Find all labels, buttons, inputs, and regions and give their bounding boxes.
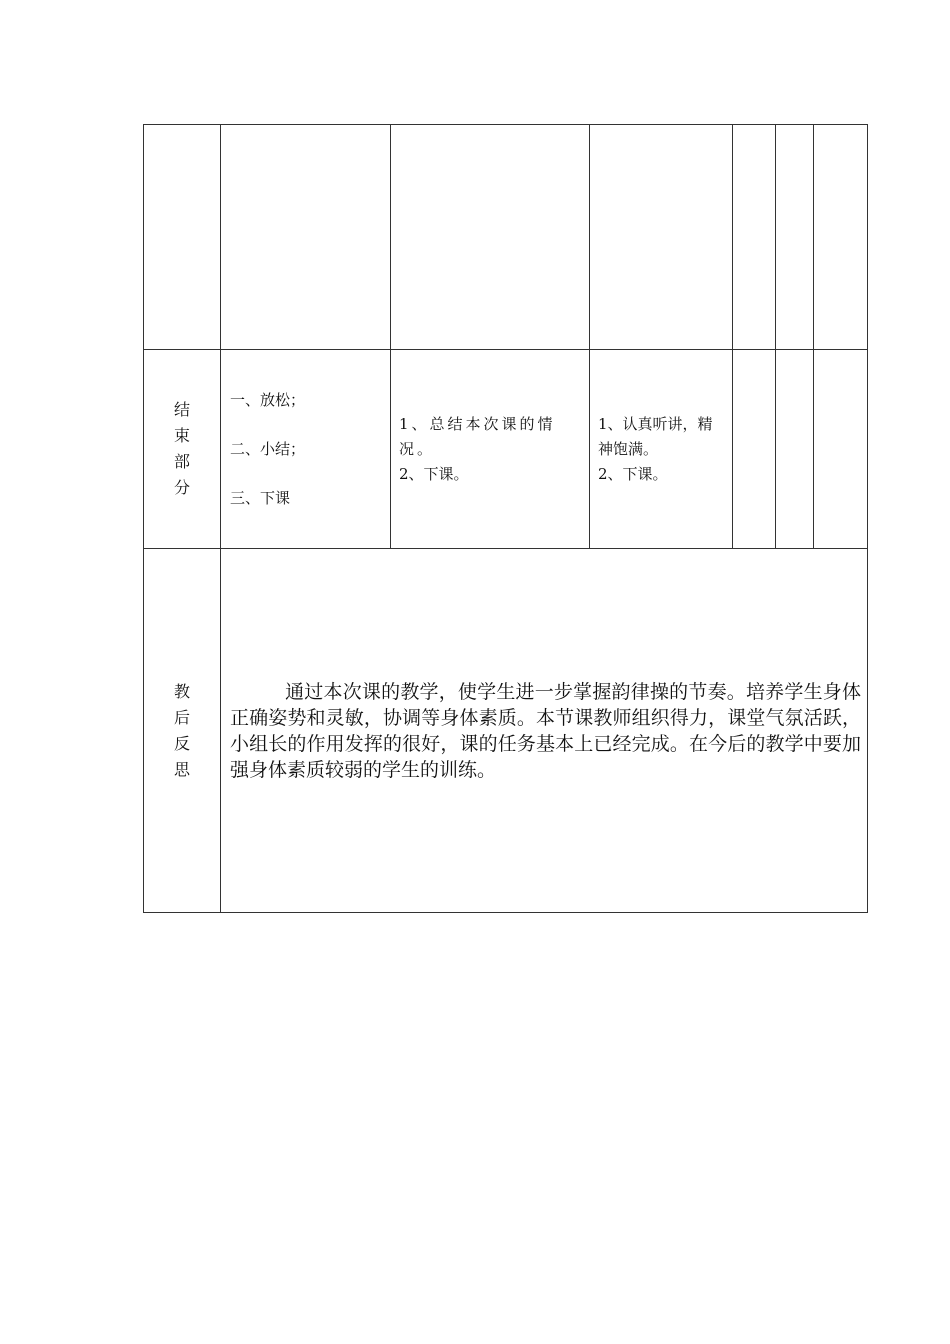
label-char: 反 bbox=[173, 733, 190, 753]
label-char: 分 bbox=[173, 478, 190, 497]
student-activity-item: 1、认真听讲，精神饱满。 bbox=[598, 414, 713, 458]
teacher-activity-item: 1、总结本次课的情况。 bbox=[399, 414, 556, 458]
extra-cell-2 bbox=[776, 125, 814, 350]
extra-cell-3 bbox=[814, 125, 868, 350]
label-char: 后 bbox=[173, 707, 190, 727]
end-content-list bbox=[221, 350, 391, 549]
extra-cell-1 bbox=[733, 350, 776, 549]
reflection-text: 通过本次课的教学，使学生进一步掌握韵律操的节奏。培养学生身体正确姿势和灵敏，协调等身体素质。本节课教师组织得力，课堂气氛活跃，小组长的作用发挥的很好，课的任务基本上已经完成。在今后的教学中要加强身体素质较弱的学生的训练。 bbox=[221, 549, 868, 913]
content-item: 一、放松； bbox=[230, 390, 306, 409]
content-cell bbox=[221, 125, 391, 350]
student-activity-cell bbox=[590, 125, 733, 350]
label-char: 束 bbox=[173, 426, 190, 445]
end-section-row bbox=[144, 350, 868, 549]
label-char: 部 bbox=[173, 452, 190, 471]
extra-cell-1 bbox=[733, 125, 776, 350]
content-item: 二、小结； bbox=[230, 439, 306, 458]
reflection-row bbox=[144, 549, 868, 913]
extra-cell-3 bbox=[814, 350, 868, 549]
label-char: 教 bbox=[173, 681, 190, 701]
label-char: 思 bbox=[173, 759, 190, 779]
lesson-plan-table bbox=[143, 124, 868, 913]
extra-cell-2 bbox=[776, 350, 814, 549]
end-student-activity bbox=[590, 350, 733, 549]
end-teacher-activity bbox=[391, 350, 590, 549]
teacher-activity-cell bbox=[391, 125, 590, 350]
label-char: 结 bbox=[173, 400, 190, 419]
reflection-label bbox=[144, 549, 221, 913]
teacher-activity-item: 2、下课。 bbox=[399, 464, 469, 483]
student-activity-item: 2、下课。 bbox=[598, 464, 668, 483]
content-item: 三、下课 bbox=[230, 488, 291, 507]
end-section-label bbox=[144, 350, 221, 549]
continued-row bbox=[144, 125, 868, 350]
section-label-cell bbox=[144, 125, 221, 350]
